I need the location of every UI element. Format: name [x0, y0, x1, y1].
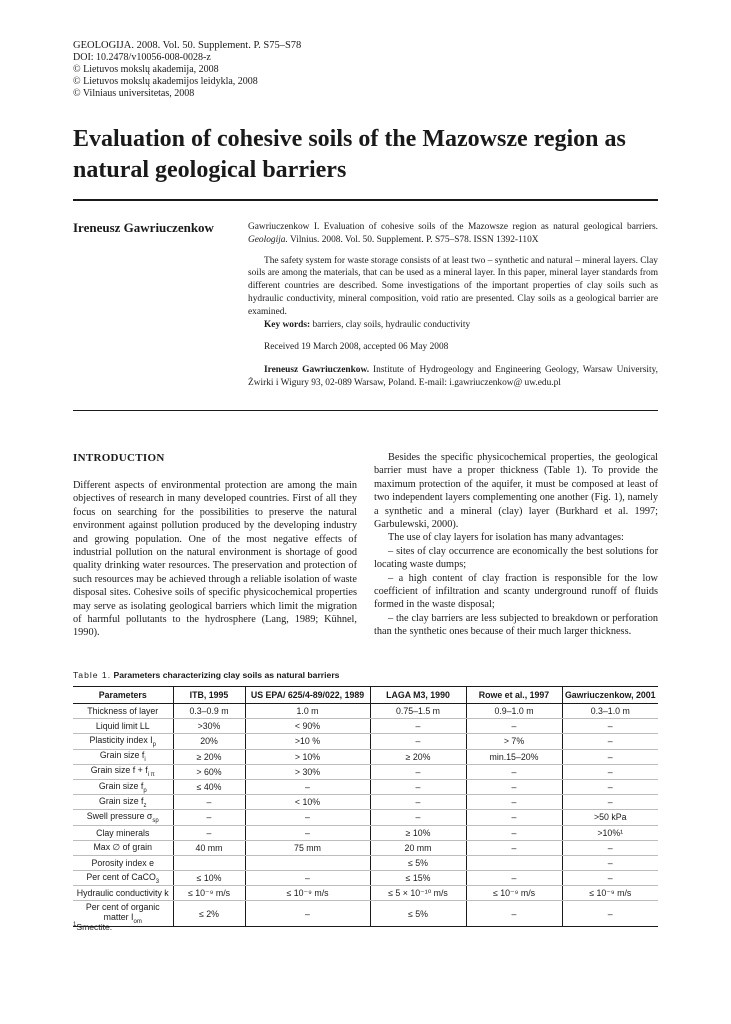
footnote-text: Smectite.: [76, 922, 113, 932]
value-cell: –: [466, 810, 562, 825]
affiliation-name: Ireneusz Gawriuczenkow.: [264, 365, 370, 376]
value-cell: ≤ 5%: [370, 901, 466, 927]
value-cell: > 60%: [173, 764, 245, 779]
value-cell: >50 kPa: [562, 810, 658, 825]
list-item: – a high content of clay fraction is responsible for the low coefficient of infiltration and scanty underground runoff of fluids formed in the waste disposal;: [374, 572, 658, 611]
value-cell: –: [245, 779, 370, 794]
value-cell: –: [466, 719, 562, 734]
parameter-cell: [73, 749, 173, 764]
value-cell: –: [370, 764, 466, 779]
value-cell: ≤ 10⁻⁹ m/s: [562, 886, 658, 901]
value-cell: ≤ 5 × 10⁻¹⁰ m/s: [370, 886, 466, 901]
keywords-label: Key words:: [264, 319, 311, 330]
value-cell: < 10%: [245, 795, 370, 810]
value-cell: –: [562, 734, 658, 749]
parameter-cell: [73, 734, 173, 749]
table-title: Parameters characterizing clay soils as natural barriers: [113, 670, 340, 680]
citation-details: Vilnius. 2008. Vol. 50. Supplement. P. S75–S78. ISSN 1392-110X: [287, 234, 539, 245]
value-cell: –: [466, 764, 562, 779]
table-row: [73, 704, 658, 719]
header-divider: [73, 410, 658, 411]
copyright-line: © Lietuvos mokslų akademijos leidykla, 2008: [73, 76, 258, 87]
parameter-subscript: p: [143, 787, 147, 794]
value-cell: –: [370, 719, 466, 734]
value-cell: –: [466, 795, 562, 810]
footnote-mark: 1: [73, 922, 77, 929]
abstract-body: The safety system for waste storage consists of at least two – synthetic and natural – mineral layers. Clay soils are among the materials, that can be used as a mineral layer. In this paper, mineral layer standards from different countries are described. Some investigations of the important properties of clay soils such as hydraulic conductivity, mineral composition, void ratio are presented. Clay soils as a geological barrier are examined.: [248, 255, 658, 317]
section-heading-introduction: INTRODUCTION: [73, 452, 165, 464]
keywords: [248, 319, 658, 332]
value-cell: ≥ 10%: [370, 825, 466, 840]
parameter-cell: [73, 886, 173, 901]
table-row: [73, 840, 658, 855]
right-column: [374, 451, 658, 639]
abstract-block: [248, 221, 658, 390]
parameter-name: Swell pressure σ: [86, 811, 153, 822]
parameter-name: Grain size f: [99, 750, 145, 761]
value-cell: –: [466, 779, 562, 794]
parameter-subscript: 3: [155, 878, 160, 885]
value-cell: ≥ 20%: [173, 749, 245, 764]
parameter-name: Porosity index e: [91, 857, 155, 868]
value-cell: ≤ 15%: [370, 871, 466, 886]
copyright-line: © Lietuvos mokslų akademija, 2008: [73, 64, 219, 75]
paragraph: Besides the specific physicochemical properties, the geological barrier must have a proper thickness (Table 1). To provide the maximum protection of the aquifer, it must be composed at least of two independent layers complementing one another (Fig. 1), namely a synthetic and a mineral (clay) layer (Burkhard et al. 1997; Garbulewski, 2000).: [374, 452, 658, 531]
parameter-name: Per cent of CaCO: [86, 871, 156, 882]
value-cell: >30%: [173, 719, 245, 734]
column-header: Parameters: [73, 687, 173, 704]
column-header: LAGA M3, 1990: [370, 687, 466, 704]
value-cell: –: [562, 855, 658, 870]
table-row: [73, 901, 658, 927]
value-cell: –: [173, 795, 245, 810]
parameter-subscript: z: [143, 802, 147, 809]
parameter-name: Plasticity index I: [89, 735, 153, 746]
parameter-name: Per cent of organic matter I: [85, 901, 160, 922]
parameter-name: Thickness of layer: [87, 706, 159, 717]
paper-title: Evaluation of cohesive soils of the Mazowsze region as natural geological barriers: [73, 126, 626, 183]
parameter-cell: [73, 779, 173, 794]
value-cell: –: [466, 871, 562, 886]
table-row: [73, 810, 658, 825]
value-cell: ≤ 5%: [370, 855, 466, 870]
value-cell: –: [562, 764, 658, 779]
parameter-cell: [73, 764, 173, 779]
value-cell: 0.3–1.0 m: [562, 704, 658, 719]
value-cell: –: [245, 871, 370, 886]
value-cell: –: [370, 734, 466, 749]
value-cell: [173, 855, 245, 870]
journal-line: GEOLOGIJA. 2008. Vol. 50. Supplement. P. S75–S78: [73, 40, 302, 51]
value-cell: > 10%: [245, 749, 370, 764]
author-name: Ireneusz Gawriuczenkow: [73, 220, 214, 235]
parameter-name: Clay minerals: [96, 827, 150, 838]
parameter-subscript: sp: [152, 817, 159, 824]
value-cell: [245, 855, 370, 870]
citation-journal: Geologija.: [248, 234, 288, 245]
value-cell: –: [562, 901, 658, 927]
table-row: [73, 749, 658, 764]
parameter-cell: [73, 825, 173, 840]
parameter-name: Grain size f: [99, 795, 144, 806]
value-cell: –: [562, 719, 658, 734]
value-cell: < 90%: [245, 719, 370, 734]
title-divider: [73, 199, 658, 201]
value-cell: –: [562, 871, 658, 886]
value-cell: 40 mm: [173, 840, 245, 855]
parameters-table: [73, 686, 658, 927]
value-cell: 1.0 m: [245, 704, 370, 719]
parameter-name: Grain size f: [98, 780, 144, 791]
copyright-line: © Vilniaus universitetas, 2008: [73, 88, 195, 99]
value-cell: ≤ 10⁻⁹ m/s: [466, 886, 562, 901]
value-cell: –: [466, 901, 562, 927]
parameter-cell: [73, 871, 173, 886]
value-cell: –: [173, 825, 245, 840]
value-cell: –: [245, 901, 370, 927]
table-row: [73, 855, 658, 870]
value-cell: –: [370, 795, 466, 810]
table-row: [73, 795, 658, 810]
value-cell: > 30%: [245, 764, 370, 779]
value-cell: ≤ 10⁻⁹ m/s: [245, 886, 370, 901]
value-cell: –: [245, 825, 370, 840]
table-row: [73, 871, 658, 886]
value-cell: min.15–20%: [466, 749, 562, 764]
parameter-name: Hydraulic conductivity k: [76, 888, 169, 899]
table-body: [73, 704, 658, 927]
citation-text: Gawriuczenkow I. Evaluation of cohesive soils of the Mazowsze region as natural geological barriers.: [248, 222, 658, 232]
value-cell: –: [466, 840, 562, 855]
parameter-cell: [73, 810, 173, 825]
value-cell: [466, 855, 562, 870]
value-cell: 0.9–1.0 m: [466, 704, 562, 719]
value-cell: –: [370, 779, 466, 794]
column-header: US EPA/ 625/4-89/022, 1989: [245, 687, 370, 704]
value-cell: –: [370, 810, 466, 825]
table-row: [73, 825, 658, 840]
table-row: [73, 719, 658, 734]
value-cell: > 7%: [466, 734, 562, 749]
left-column: [73, 479, 357, 640]
value-cell: ≤ 2%: [173, 901, 245, 927]
column-header: Rowe et al., 1997: [466, 687, 562, 704]
paragraph: The use of clay layers for isolation has many advantages:: [388, 532, 624, 544]
parameter-cell: [73, 704, 173, 719]
value-cell: –: [466, 825, 562, 840]
parameter-cell: [73, 840, 173, 855]
table-header-row: [73, 687, 658, 704]
author-affiliation: [248, 364, 658, 390]
table-row: [73, 886, 658, 901]
value-cell: 75 mm: [245, 840, 370, 855]
parameter-subscript: i π: [147, 772, 155, 779]
doi: DOI: 10.2478/v10056-008-0028-z: [73, 52, 211, 63]
affiliation-text: Institute of Hydrogeology and Engineering Geology, Warsaw University, Żwirki i Wigury 93, 02-089 Warsaw, Poland. E-mail: i.gawriuczenkow@ uw.edu.pl: [248, 365, 658, 388]
parameter-subscript: i: [144, 757, 146, 764]
value-cell: ≤ 10%: [173, 871, 245, 886]
value-cell: >10%¹: [562, 825, 658, 840]
parameter-cell: [73, 719, 173, 734]
value-cell: 20 mm: [370, 840, 466, 855]
table-row: [73, 764, 658, 779]
parameter-cell: [73, 795, 173, 810]
value-cell: –: [562, 749, 658, 764]
received-dates: Received 19 March 2008, accepted 06 May 2008: [264, 342, 449, 353]
list-item: – the clay barriers are less subjected to breakdown or perforation than the synthetic ones because of their much larger thickness.: [374, 612, 658, 638]
parameter-name: Liquid limit LL: [95, 721, 150, 732]
column-header: Gawriuczenkow, 2001: [562, 687, 658, 704]
value-cell: ≤ 40%: [173, 779, 245, 794]
table-caption: [73, 670, 339, 680]
keywords-list: barriers, clay soils, hydraulic conductivity: [310, 319, 471, 330]
value-cell: 0.75–1.5 m: [370, 704, 466, 719]
list-item: – sites of clay occurrence are economically the best solutions for locating waste dumps;: [374, 545, 658, 571]
value-cell: –: [562, 795, 658, 810]
value-cell: ≥ 20%: [370, 749, 466, 764]
table-number: Table 1.: [73, 670, 112, 680]
value-cell: –: [562, 779, 658, 794]
column-header: ITB, 1995: [173, 687, 245, 704]
value-cell: 20%: [173, 734, 245, 749]
table-footnote: [73, 922, 112, 932]
citation: [248, 221, 658, 247]
intro-paragraph: Different aspects of environmental protection are among the main objectives of research in many developed countries. First of all they focus on searching for the possibilities to preserve the natural environment against pollution produced by the developing industry and growing population. One of the most negative effects of industrial pollution on the natural environment is shortage of good quality drinking water resources. The preservation and protection of such resources may be achieved through a reliable isolation of waste disposal sites. Cohesive soils of specific physicochemical properties may serve as isolating geological barriers which limit the migration of harmful pollutants to the hydrosphere (Lang, 1989; Kühnel, 1990).: [73, 480, 357, 639]
table-row: [73, 734, 658, 749]
parameter-name: Grain size f + f: [90, 765, 148, 776]
value-cell: ≤ 10⁻⁹ m/s: [173, 886, 245, 901]
value-cell: –: [245, 810, 370, 825]
value-cell: –: [173, 810, 245, 825]
parameter-subscript: om: [133, 918, 142, 925]
value-cell: >10 %: [245, 734, 370, 749]
value-cell: –: [562, 840, 658, 855]
value-cell: 0.3–0.9 m: [173, 704, 245, 719]
parameter-cell: [73, 855, 173, 870]
table-row: [73, 779, 658, 794]
journal-metadata: [73, 40, 301, 100]
parameter-name: Max ∅ of grain: [93, 842, 152, 853]
parameter-subscript: p: [152, 741, 156, 748]
